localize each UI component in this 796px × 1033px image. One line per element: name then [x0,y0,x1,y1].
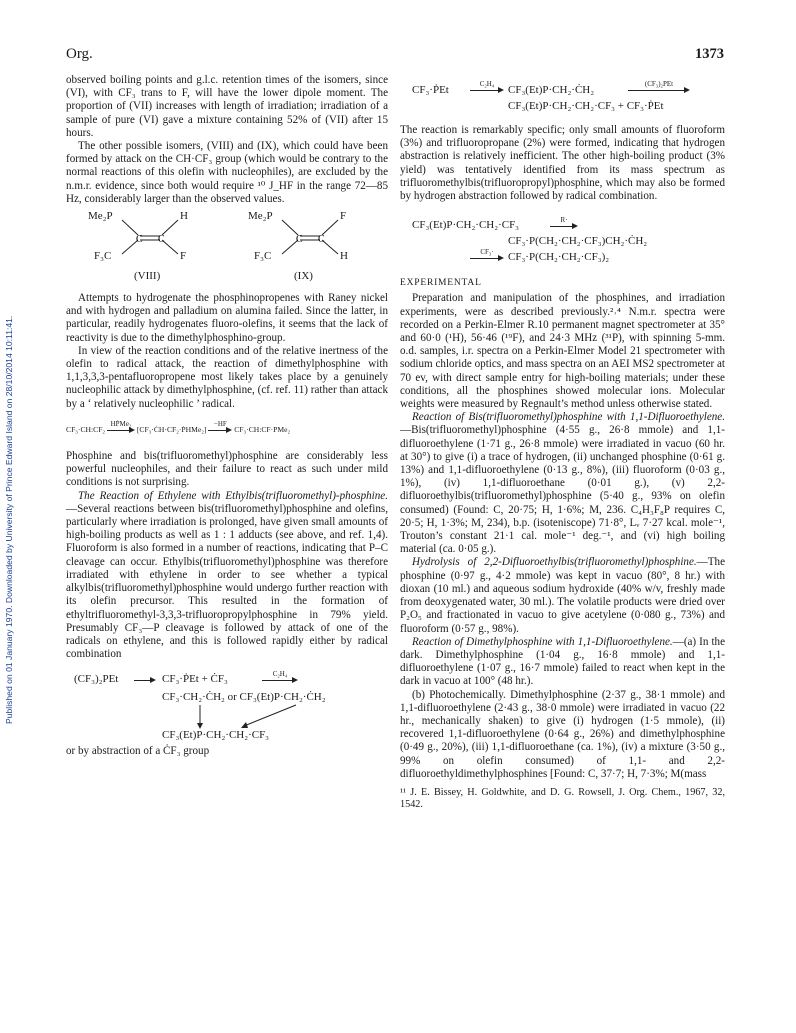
footnote: ¹¹ J. E. Bissey, H. Goldwhite, and D. G. Rowsell, J. Org. Chem., 1967, 32, 1542. [400,786,725,811]
paragraph: (b) Photochemically. Dimethylphosphine (2·37 g., 38·1 mmole) and 1,1-difluoroethylene (2·43 g., 38·0 mmole) were irradiated in vacuo (22 hr., mechanically shaken) to give (i) hydrogen (1·5 mmole), (ii) recovered 1,1-difluoroethylene (0·64 g., 26%) and dimethylphosphine (0·49 g., 20%), (iii) 1,1-difluoroethane (ca. 1%), (iv) a mixture (3·50 g., 99% on olefin consumed) of 1,1- and 2,2-difluoroethyldimethylphosphines [Found: C, 37·7; H, 7·3%; M(mass [400,688,725,780]
eqb-reagent: R· [560,215,568,224]
equation-nucleophilic-attack [66,420,388,436]
download-watermark: Published on 01 January 1970. Downloaded by University of Prince Edward Island on 28/10/2014 10:11:41. [4,315,14,725]
paragraph-body: —Several reactions between bis(trifluoromethyl)phosphine and olefins, particularly where irradiation is prolonged, have given small amounts of high-boiling products as well as 1 : 1 adducts (see above, and ref. 1,4). Fluoroform is also formed in a number of reactions, indicating that P–C cleavage can occur. Ethylbis(trifluoromethyl)phosphine was therefore irradiated with ethylene in order to see whether a typical alkylbis(trifluoromethyl)phosphine would undergo further reaction with its olefin precursor. This resulted in the formation of ethyltrifluoromethyl-3,3,3-trifluoropropylphosphine in 79% yield. Presumably CF₃—P cleavage is followed by attack of one of the radicals on ethylene, and this is followed rapidly either by radical combination [66,502,388,661]
scheme-intermediates: CF₃·CH₂·ĊH₂ or CF₃(Et)P·CH₂·ĊH₂ [162,691,326,704]
eq1-elimination: −HF [213,420,227,429]
paragraph: The reaction is remarkably specific; only small amounts of fluoroform (3%) and trifluoropropane (2%) were formed, indicating that hydrogen abstraction is relatively inefficient. The other high-boiling product (3% yield) was tentatively identified from its mass spectrum as trifluoromethylbis(trifluoropropyl)phosphine, which may also be formed by hydrogen abstraction followed by radical combination. [400,124,725,203]
ix-bottom-right: H [340,250,348,263]
left-column [66,74,388,759]
section-heading-experimental: EXPERIMENTAL [400,278,482,289]
viii-top-left: Me₂P [88,210,113,223]
paragraph-body: —Bis(trifluoromethyl)phosphine (4·55 g., 26·8 mmole) and 1,1-difluoroethylene (1·71 g., 26·8 mmole) were irradiated in vacuo (60 hr. at 30°) to give (i) a trace of hydrogen, (ii) unchanged phosphine (0·61 g. 13%) and 1,1-difluoroethylene (0·13 g., 8%), (iii) fluoroform (0·03 g., 1%), (iv) 1,1-difluoroethane (0·01 g.), (v) 2,2-difluoroethylbis(trifluoromethyl)phosphine (5·40 g., 93% on olefin consumed) (Found: C, 20·75; H, 1·6%; M, 236. C₄H₃F₈P requires C, 20·5; H, 1·3%; M, 234), b.p. (isoteniscope) 71·8°, Lᵥ 7·27 kcal. mole⁻¹, Trouton’s constant 21·1 cal. mole⁻¹ deg.⁻¹, and (vi) high boiling material (ca. 0·05 g.). [400,424,725,556]
structure-ix [248,210,368,286]
structures-viii-ix [66,210,388,286]
structure-viii [88,210,208,286]
paragraph: Preparation and manipulation of the phosphines, and irradiation experiments, were as described previously.²˒⁴ N.m.r. spectra were recorded on a Perkin-Elmer R.10 permanent magnet spectrometer at 35° and 60·0 (¹H), 56·46 (¹⁹F), and 24·3 MHz (³¹P), with spinning 5-mm. o.d. samples, i.r. spectra on a Perkin-Elmer Model 21 spectrometer with sodium chloride optics, and mass spectra on an AEI MS2 spectrometer at 70 ev, with direct sample entry for high-boiling materials; under these conditions, all the phosphines showed molecular ions. Molecular weights were measured by Regnault’s method unless otherwise stated. [400,292,725,411]
viii-label: (VIII) [134,270,161,283]
eqa-arrow-2 [628,80,690,97]
viii-bottom-right: F [180,250,187,263]
eqb-intermediate: CF₃·P(CH₂·CH₂·CF₃)CH₂·ĊH₂ [508,235,648,248]
right-column [400,74,725,812]
eq1-reagent: HṖMe₂ [110,420,132,429]
eqb-reagent-2: CF₃· [480,247,494,256]
paragraph-reaction-difluoroethylene [400,411,725,556]
paragraph-title: The Reaction of Ethylene with Ethylbis(trifluoromethyl)-phosphine. [78,489,388,502]
journal-section-header: Org. [66,46,93,62]
scheme-product: CF₃(Et)P·CH₂·CH₂·CF₃ [162,729,270,742]
paragraph: The other possible isomers, (VIII) and (IX), which could have been formed by attack on the CH·CF₃ group (which would be contrary to the normal reactions of this olefin with nucleophiles), are excluded by the n.m.r. evidence, since both would require ¹⁰ J_HF in the range 72—85 Hz, considerably larger than the observed values. [66,140,388,205]
svg-text:C: C [136,234,143,246]
abstraction-scheme [400,78,725,116]
scheme-reagent: C₂H₄ [272,669,288,678]
paragraph: or by abstraction of a ĊF₃ group [66,745,210,758]
eq1-elim-arrow [208,420,232,435]
paragraph-title: Hydrolysis of 2,2-Difluoroethylbis(trifluoromethyl)phosphine. [412,556,697,569]
paragraph: In view of the reaction conditions and of the relative inertness of the olefin to radical attack, the reaction of dimethylphosphine with 1,1,3,3,3-pentafluoropropene most likely takes place by a genuinely nucleophilic attack by dimethylphosphine, (cf. ref. 11) rather than attack by a ‘ relatively nucleophilic ’ radical. [66,344,388,410]
ix-label: (IX) [294,270,313,283]
eqb-product: CF₃·P(CH₂·CH₂·CF₃)₂ [508,251,610,264]
paragraph: Phosphine and bis(trifluoromethyl)phosphine are considerably less powerful nucleophiles, and their failure to react as such under mild conditions is not surprising. [66,450,388,489]
eqa-start: CF₃·ṖEt [412,84,449,96]
eqb-arrow-1 [550,215,578,232]
svg-text:C: C [158,234,165,246]
viii-bottom-left: F₃C [94,250,112,263]
eqa-reagent: C₂H₄ [479,80,495,89]
paragraph-dimethylphosphine [400,636,725,689]
scheme-radicals: CF₃·ṖEt + ĊF₃ [162,673,228,686]
eq1-start: CF₃·CH:CF₂ [66,424,106,434]
eqa-product: CF₃(Et)P·CH₂·CH₂·CF₃ + CF₃·ṖEt [508,100,664,112]
scheme-reactant: (CF₃)₂PEt [74,673,119,686]
eqa-reagent-2: (CF₃)₂PEt [644,80,674,89]
eqa-arrow-1 [470,80,504,97]
ix-top-right: F [340,210,347,223]
eqb-arrow-2 [470,247,504,264]
eqb-start: CF₃(Et)P·CH₂·CH₂·CF₃ [412,219,520,232]
paragraph-title: Reaction of Bis(trifluoromethyl)phosphine with 1,1-Difluoroethylene. [412,411,725,424]
svg-text:C: C [296,234,303,246]
ix-bottom-left: F₃C [254,250,272,263]
paragraph-title: Reaction of Dimethylphosphine with 1,1-Difluoroethylene. [412,635,673,648]
paragraph-ethylene-reaction [66,490,388,662]
eq1-arrow [107,420,135,435]
ix-top-left: Me₂P [248,210,273,223]
eq1-product: CF₃·CH:CF·PMe₂ [234,424,291,434]
viii-top-right: H [180,210,188,223]
paragraph-body: —(a) In the dark. Dimethylphosphine (1·04 g., 16·8 mmole) and 1,1-difluoroethylene (1·07 g., 16·7 mmole) failed to react when kept in the dark in vacuo at 100° (48 hr.). [400,635,726,688]
paragraph-body: —The phosphine (0·97 g., 4·2 mmole) was kept in vacuo (80°, 8 hr.) with dioxan (10 ml.) and aqueous sodium hydroxide (40% w/v, freshly made from deoxygenated water, 30 ml.). The volatile products were dried over P₂O₅ and fractionated in vacuo to give acetylene (0·080 g., 73%) and fluoroform (0·57 g., 98%). [400,556,725,635]
eq1-intermediate: [CF₃·ĊH·CF₂·ṖHMe₂] [136,424,207,434]
combination-scheme [400,213,725,267]
paragraph: Attempts to hydrogenate the phosphinopropenes with Raney nickel and with hydrogen and palladium on alumina failed. Since the latter, in particular, readily hydrogenates fluoro-olefins, it seems that the lack of reactivity is due to the dimethylphosphino-group. [66,292,388,344]
paragraph-hydrolysis [400,556,725,635]
paragraph: observed boiling points and g.l.c. retention times of the isomers, since (VI), with CF₃ trans to F, will have the lower dipole moment. The proportion of (VII) increases with length of irradiation; irradiation of a sample of pure (VI) gave a mixture containing 52% of (VII) after 15 hours. [66,74,388,139]
eqa-intermediate: CF₃(Et)P·CH₂·ĊH₂ [508,84,595,96]
svg-text:C: C [318,234,325,246]
radical-scheme [66,669,388,743]
page-number: 1373 [695,46,724,62]
